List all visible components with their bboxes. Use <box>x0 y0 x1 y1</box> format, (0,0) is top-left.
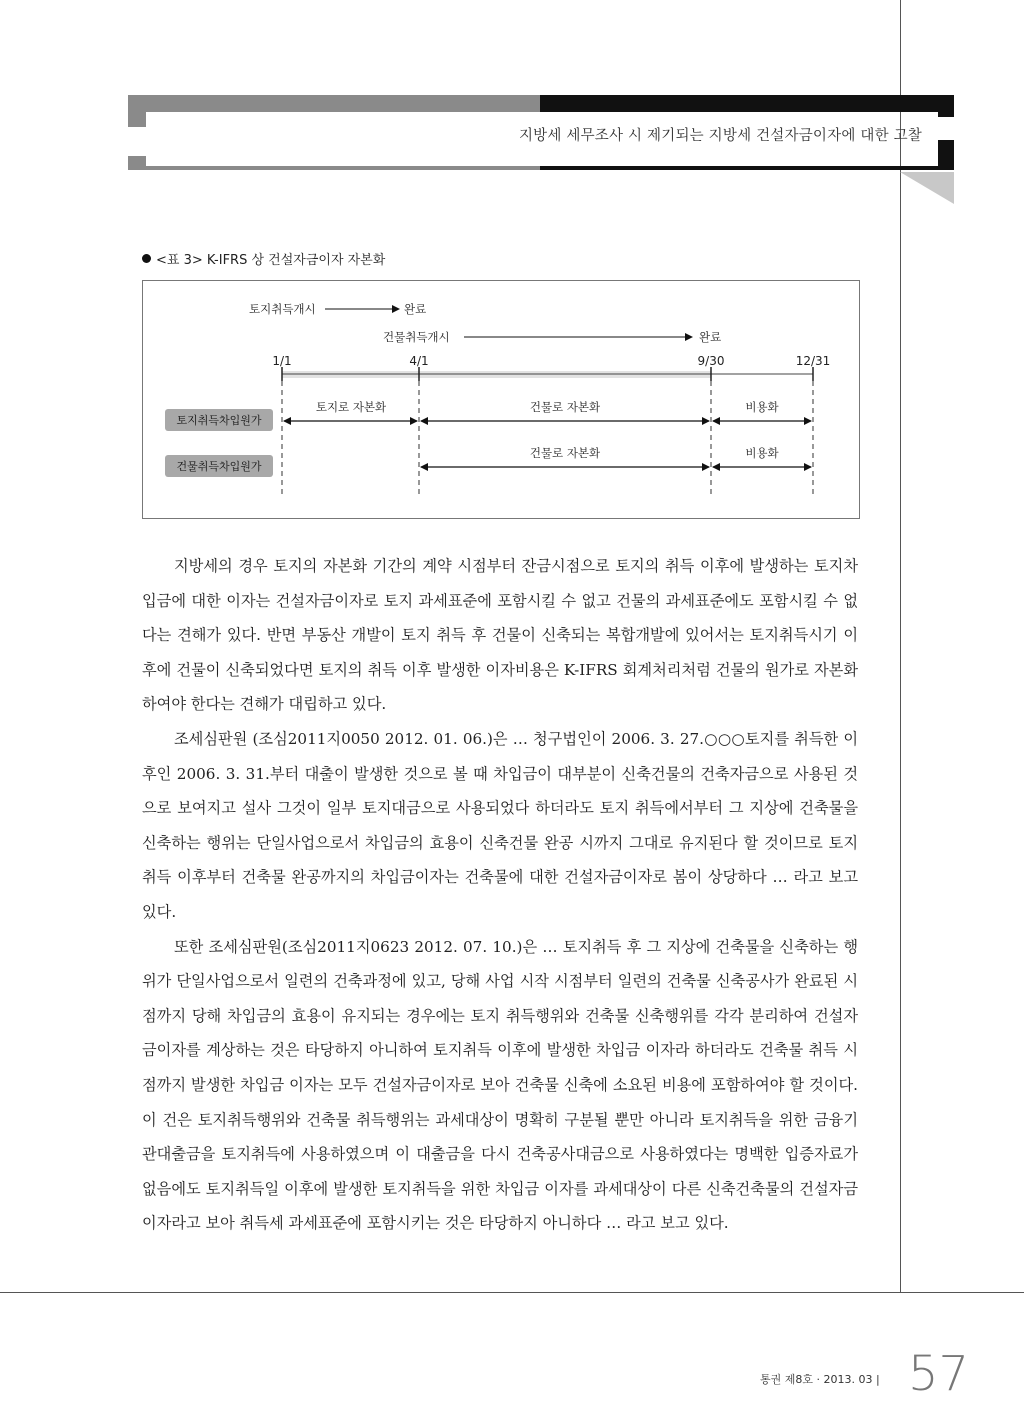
header-underline-gray <box>128 166 540 170</box>
header-underline-black <box>540 166 954 170</box>
building-start-label: 건물취득개시 <box>383 330 450 344</box>
header-bar-black <box>540 95 954 112</box>
date-label: 1/1 <box>272 354 292 368</box>
footer-rule <box>0 1292 1024 1293</box>
paragraph: 또한 조세심판원(조심2011지0623 2012. 07. 10.)은 … 토지취득 후 그 지상에 건축물을 신축하는 행위가 단일사업으로서 일련의 건축과정에 있고, 당해 사업 시작 시점부터 일련의 건축물 신축공사가 완료된 시점까지 당해 차입금의 효용이 유지되는 경우에는 토지 취득행위와 건축물 신축행위를 각각 분리하여 건설자금이자를 계상하는 것은 타당하지 아니하여 토지취득 이후에 발생한 차입금 이자라 하더라도 건축물 취득 시점까지 발생한 차입금 이자는 모두 건설자금이자로 보아 건축물 신축에 소요된 비용에 포함하여야 할 것이다. 이 건은 토지취득행위와 건축물 취득행위는 과세대상이 명확히 구분될 뿐만 아니라 토지취득을 위한 금융기관대출금을 토지취득에 사용하였으며 이 대출금을 다시 건축공사대금으로 사용하였다는 명백한 입증자료가 없음에도 토지취득일 이후에 발생한 토지취득을 위한 차입금 이자를 과세대상이 다른 신축건축물의 건설자금이자라고 보아 취득세 과세표준에 포함시키는 것은 타당하지 아니하다 … 라고 보고 있다. <box>142 937 858 1233</box>
page-number: 57 <box>908 1346 970 1402</box>
row2-label: 건물취득차입원가 <box>176 460 262 473</box>
date-label: 4/1 <box>409 354 429 368</box>
header-bracket-left <box>128 95 146 127</box>
issue-info: 통권 제8호 · 2013. 03 | <box>760 1373 880 1386</box>
table-caption-text: <표 3> K-IFRS 상 건설자금이자 자본화 <box>156 253 386 268</box>
paragraph: 지방세의 경우 토지의 자본화 기간의 계약 시점부터 잔금시점으로 토지의 취득 이후에 발생하는 토지차입금에 대한 이자는 건설자금이자로 토지 과세표준에 포함시킬 수 없고 건물의 과세표준에도 포함시킬 수 없다는 견해가 있다. 반면 부동산 개발이 토지 취득 후 건물이 신축되는 복합개발에 있어서는 토지취득시기 이후에 건물이 신축되었다면 토지의 취득 이후 발생한 이자비용은 K-IFRS 회계처리처럼 건물의 원가로 자본화하여야 한다는 견해가 대립하고 있다. <box>142 557 858 714</box>
capitalization-diagram <box>142 280 860 519</box>
header-bracket-right-bottom <box>938 140 954 170</box>
page-corner-decoration <box>900 172 954 204</box>
article-body <box>142 549 858 1241</box>
land-start-label: 토지취득개시 <box>249 302 316 316</box>
table-caption <box>142 249 385 268</box>
header-bar-gray <box>128 95 540 112</box>
land-end-label: 완료 <box>404 302 427 316</box>
bullet-icon <box>142 254 151 263</box>
row2-segment-label: 건물로 자본화 <box>529 446 601 460</box>
timeline-svg <box>143 281 859 518</box>
paragraph: 조세심판원 (조심2011지0050 2012. 01. 06.)은 … 청구법인이 2006. 3. 27.○○○토지를 취득한 이후인 2006. 3. 31.부터 대출이 발생한 것으로 볼 때 차입금이 대부분이 신축건물의 건축자금으로 사용된 것으로 보여지고 설사 그것이 일부 토지대금으로 사용되었다 하더라도 토지 취득에서부터 그 지상에 건축물을 신축하는 행위는 단일사업으로서 차입금의 효용이 신축건물 완공 시까지 그대로 유지된다 할 것이므로 토지 취득 이후부터 건축물 완공까지의 차입금이자는 건축물에 대한 건설자금이자로 봄이 상당하다 … 라고 보고 있다. <box>142 729 858 921</box>
date-label: 12/31 <box>795 354 831 368</box>
header-bracket-right <box>938 95 954 117</box>
row2-segment-label: 비용화 <box>745 446 779 460</box>
header-title: 지방세 세무조사 시 제기되는 지방세 건설자금이자에 대한 고찰 <box>518 128 922 144</box>
row1-segment-label: 토지로 자본화 <box>315 400 387 414</box>
row1-label: 토지취득차입원가 <box>176 414 262 427</box>
building-end-label: 완료 <box>699 330 722 344</box>
date-label: 9/30 <box>697 354 725 368</box>
row1-segment-label: 건물로 자본화 <box>529 400 601 414</box>
row1-segment-label: 비용화 <box>745 400 779 414</box>
